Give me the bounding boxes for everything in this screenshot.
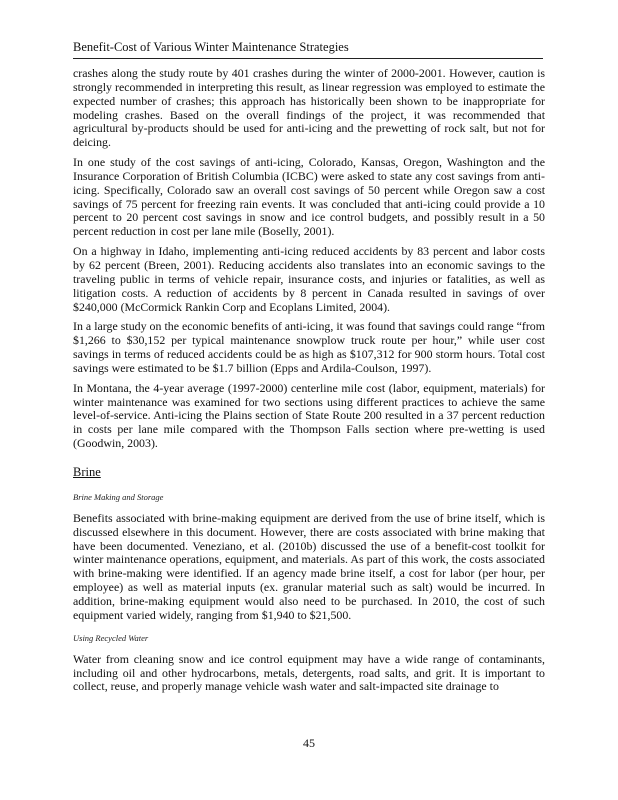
subheading-brine-making: Brine Making and Storage [73,491,164,502]
page-number: 45 [303,736,315,750]
paragraph-crash-results: crashes along the study route by 401 crashes during the winter of 2000-2001. However, caution is strongly recommended in interpreting this result, as linear regression was employed to estimate the expected number of crashes; this approach has historically been shown to be inappropriate for modeling crashes. Based on the overall findings of the project, it was recommended that agricultural by-products should be used for anti-icing and the prewetting of rock salt, but not for deicing. [73,66,545,150]
body-content [73,67,545,700]
paragraph-economic-benefits: In a large study on the economic benefits of anti-icing, it was found that savings could range “from $1,266 to $30,152 per typical maintenance snowplow truck route per hour,” while user cost savings in terms of reduced accidents could be as high as $107,312 for 900 storm hours. Total cost savings were estimated to be $1.7 billion (Epps and Ardila-Coulson, 1997). [73,319,545,375]
subheading-recycled-water: Using Recycled Water [73,632,149,643]
section-heading-brine: Brine [73,464,101,479]
paragraph-brine-making: Benefits associated with brine-making equipment are derived from the use of brine itself, which is discussed elsewhere in this document. However, there are costs associated with brine making that have been documented. Veneziano, et al. (2010b) discussed the use of a benefit-cost toolkit for winter maintenance operations, equipment, and materials. As part of this work, the costs associated with brine-making were identified. If an agency made brine itself, a cost for labor (per hour, per employee) as well as material inputs (ex. granular material such as salt) would be incurred. In addition, brine-making equipment would also need to be purchased. In 2010, the cost of such equipment varied widely, ranging from $1,940 to $21,500. [73,510,545,622]
running-header: Benefit-Cost of Various Winter Maintenance Strategies [73,40,543,59]
paragraph-recycled-water: Water from cleaning snow and ice control equipment may have a wide range of contaminants, including oil and other hydrocarbons, metals, detergents, road salts, and grit. It is important to collect, reuse, and properly manage vehicle wash water and salt-impacted site drainage to [73,651,545,694]
paragraph-idaho-highway: On a highway in Idaho, implementing anti-icing reduced accidents by 83 percent and labor costs by 62 percent (Breen, 2001). Reducing accidents also translates into an economic savings to the traveling public in terms of vehicle repair, insurance costs, and injuries or fatalities, as well as litigation costs. A reduction of accidents by 8 percent in Canada resulted in savings of over $240,000 (McCormick Rankin Corp and Ecoplans Limited, 2004). [73,244,545,314]
paragraph-anti-icing-survey: In one study of the cost savings of anti-icing, Colorado, Kansas, Oregon, Washington and the Insurance Corporation of British Columbia (ICBC) were asked to state any cost savings from anti-icing. Specifically, Colorado saw an overall cost savings of 50 percent while Oregon saw a cost savings of 75 percent for freezing rain events. It was concluded that anti-icing could provide a 10 percent to 20 percent cost savings in snow and ice control budgets, and possibly result in a 50 percent reduction in cost per lane mile (Boselly, 2001). [73,155,545,239]
paragraph-montana: In Montana, the 4-year average (1997-2000) centerline mile cost (labor, equipment, materials) for winter maintenance was examined for two sections using different practices to achieve the same level-of-service. Anti-icing the Plains section of State Route 200 resulted in a 37 percent reduction in costs per lane mile compared with the Thompson Falls section where pre-wetting is used (Goodwin, 2003). [73,380,545,451]
